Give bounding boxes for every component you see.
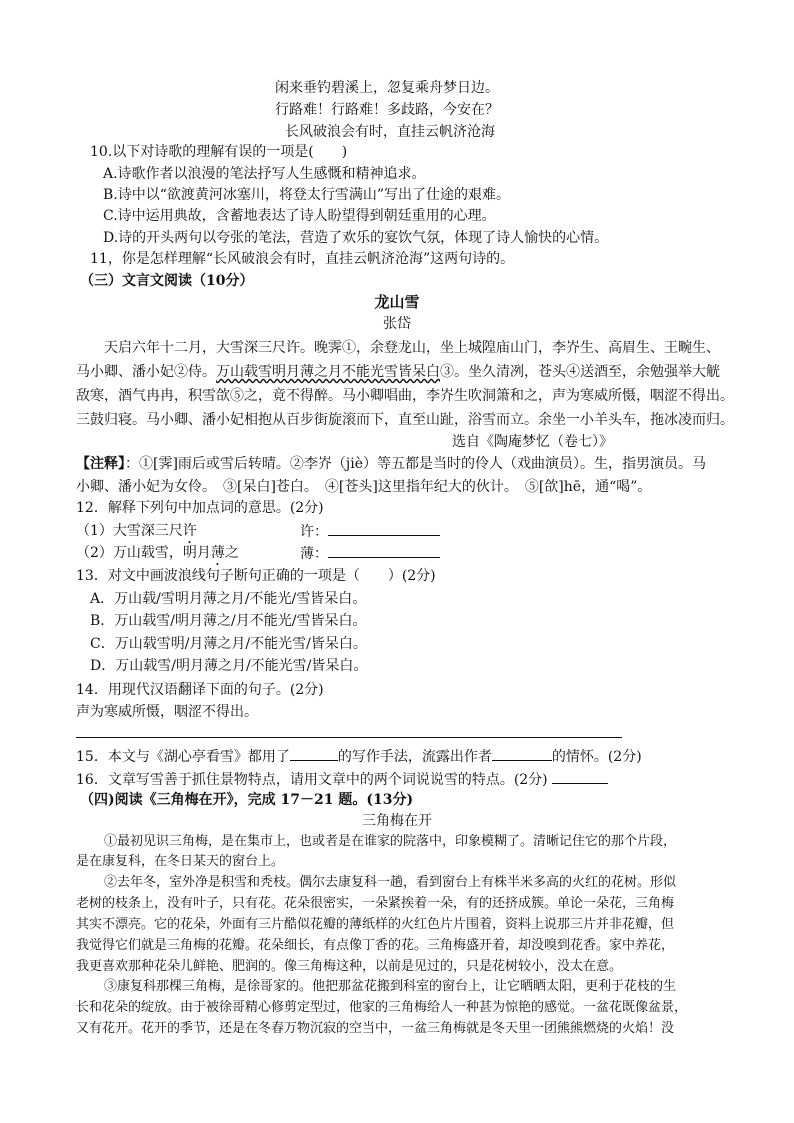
q12-i2-suffix: 之: [224, 545, 239, 561]
section3-source: 选自《陶庵梦忆（卷七）》: [452, 434, 613, 450]
q11-stem: 11，你是怎样理解“长风破浪会有时，直挂云帆济沧海”这两句诗的。: [90, 251, 515, 267]
section3-p1-line1: 天启六年十二月，大雪深三尺许。晚霁①，余登龙山，坐上城隍庙山门，李岕生、高眉生、王畹生、: [104, 340, 720, 356]
section3-author: 张岱: [383, 316, 411, 332]
q13-option-c: C．万山载雪明/月薄之月/不能光雪/皆呆白。: [90, 636, 367, 652]
q14-answer-line[interactable]: [76, 737, 622, 738]
poem-line-2: 行路难！行路难！多歧路，今安在？: [275, 102, 499, 118]
q16-blank[interactable]: [552, 769, 608, 784]
q12-answer-1-blank[interactable]: [328, 521, 440, 536]
section3-note-line2: 小卿、潘小妃为女伶。 ③[呆白]苍白。 ④[苍头]这里指年纪大的伙计。 ⑤[欱]hē，通“喝”。: [76, 479, 652, 495]
section4-heading: （四)阅读《三角梅在开》，完成 17－21 题。(13分): [80, 792, 414, 808]
q15-stem: [76, 746, 642, 767]
p1b-prefix: 马小卿、潘小妃②侍。: [76, 364, 216, 380]
q15-mid: 的写作手法，流露出作者: [337, 749, 492, 765]
section4-p2-line5: 我更喜欢那种花朵儿鲜艳、肥润的。像三角梅这种，以前是见过的，只是花树较小，没太在意。: [76, 959, 623, 974]
q12-i1-dotted-word: 许: [182, 523, 197, 539]
q12-answer-2: [300, 543, 440, 564]
q16-stem: [76, 769, 608, 790]
q15-blank-1[interactable]: [290, 746, 338, 761]
q12-i2-text: （2）万山载雪，明月: [76, 545, 211, 561]
section4-p1-line1: ①最初见识三角梅，是在集市上，也或者是在谁家的院落中，印象模糊了。清晰记住它的那个片段，: [104, 834, 677, 849]
q13-stem: 13．对文中画波浪线句子断句正确的一项是（ ）(2分): [76, 568, 436, 584]
section4-p3-line3: 又有花开。花开的季节，还是在冬春万物沉寂的空当中，一盆三角梅就是冬天里一团熊熊燃烧的火焰！没: [76, 1021, 675, 1036]
q12-stem: 12．解释下列句中加点词的意思。(2分): [76, 500, 324, 516]
section4-p1-line2: 是在康复科，在冬日某天的窗台上。: [76, 854, 285, 869]
q10-option-a: A.诗歌作者以浪漫的笔法抒写人生感慨和精神追求。: [103, 166, 426, 182]
poem-line-3: 长风破浪会有时，直挂云帆济沧海: [285, 124, 495, 140]
section3-p1-line2: [76, 362, 720, 382]
note-label: 【注释】: [76, 456, 125, 472]
q12-answer-2-blank[interactable]: [328, 543, 440, 558]
section3-title: 龙山雪: [374, 293, 420, 311]
q12-answer-1: [300, 521, 440, 542]
q15-post: 的情怀。(2分): [551, 749, 642, 765]
q14-sentence: 声为寒威所慑，咽涩不得出。: [76, 704, 258, 720]
q10-option-b: B.诗中以“欲渡黄河冰塞川，将登太行雪满山”写出了仕途的艰难。: [103, 187, 511, 203]
q12-i1-text: （1）大雪深三尺: [76, 523, 183, 539]
note-text-1: ：①[霁]雨后或雪后转晴。②李岕（jiè）等五都是当时的伶人（戏曲演员）。生，指男演员。马: [125, 456, 707, 472]
q12-answer-1-label: 许：: [300, 524, 328, 540]
q14-stem: 14．用现代汉语翻译下面的句子。(2分): [76, 682, 324, 698]
q12-answer-2-label: 薄：: [300, 546, 328, 562]
section4-p2-line3: 其实不漂亮。它的花朵，外面有三片酷似花瓣的薄纸样的火红色片片围着，资料上说那三片并非花瓣，但: [76, 917, 675, 932]
section4-p2-line2: 老树的枝条上，没有叶子，只有花。花朵很密实，一朵紧挨着一朵，有的还挤成簇。单论一朵花，三角梅: [76, 896, 675, 911]
q10-option-c: C.诗中运用典故，含蓄地表达了诗人盼望得到朝廷重用的心理。: [103, 208, 496, 224]
section3-p1-line3: 敌寒，酒气冉冉，积雪欱⑤之，竟不得醉。马小卿唱曲，李岕生吹洞箫和之，声为寒威所慑，咽涩不得出。: [76, 388, 734, 404]
section4-p2-line4: 我觉得它们就是三角梅的花瓣。花朵细长，有点像丁香的花。三角梅盛开着，却没嗅到花香。家中养花，: [76, 938, 675, 953]
q13-option-a: A．万山载/雪明月薄之月/不能光/雪皆呆白。: [90, 591, 367, 607]
section3-note-line1: [76, 454, 706, 474]
q15-pre: 15．本文与《湖心亭看雪》都用了: [76, 749, 290, 765]
section3-heading: （三）文言文阅读（10分）: [80, 273, 254, 289]
section4-p3-line1: ③康复科那棵三角梅，是徐哥家的。他把那盆花搬到科室的窗台上，让它晒晒太阳，更利于花枝的生: [104, 979, 677, 994]
poem-line-1: 闲来垂钓碧溪上，忽复乘舟梦日边。: [275, 80, 499, 96]
q10-stem: 10.以下对诗歌的理解有误的一项是( ): [90, 144, 348, 160]
q16-text: 16．文章写雪善于抓住景物特点，请用文章中的两个词说说雪的特点。(2分): [76, 772, 548, 788]
p1b-suffix: ③。坐久清冽，苍头④送酒至，余勉强举大觥: [440, 364, 720, 380]
section4-p3-line2: 长和花朵的绽放。由于被徐哥精心修剪定型过，他家的三角梅给人一种甚为惊艳的感觉。一盆花既像盆景，: [76, 1000, 688, 1015]
q12-i2-dotted-word: 薄: [210, 545, 225, 561]
q13-option-b: B．万山载雪/明月薄之/月不能光/雪皆呆白。: [90, 613, 367, 629]
section4-title: 三角梅在开: [362, 813, 432, 829]
q10-option-d: D.诗的开头两句以夸张的笔法，营造了欢乐的宴饮气氛，体现了诗人愉快的心情。: [103, 230, 609, 246]
wavy-underlined-sentence: 万山载雪明月薄之月不能光雪皆呆白: [216, 364, 440, 380]
section3-p1-line4: 三鼓归寝。马小卿、潘小妃相抱从百步街旋滚而下，直至山趾，浴雪而立。余坐一小羊头车，拖冰凌而归。: [76, 412, 734, 428]
q13-option-d: D．万山载雪/明月薄之月/不能光雪/皆呆白。: [90, 658, 368, 674]
q15-blank-2[interactable]: [492, 746, 552, 761]
section4-p2-line1: ②去年冬，室外净是积雪和秃枝。偶尔去康复科一趟，看到窗台上有株半米多高的火红的花树。形似: [104, 875, 677, 890]
